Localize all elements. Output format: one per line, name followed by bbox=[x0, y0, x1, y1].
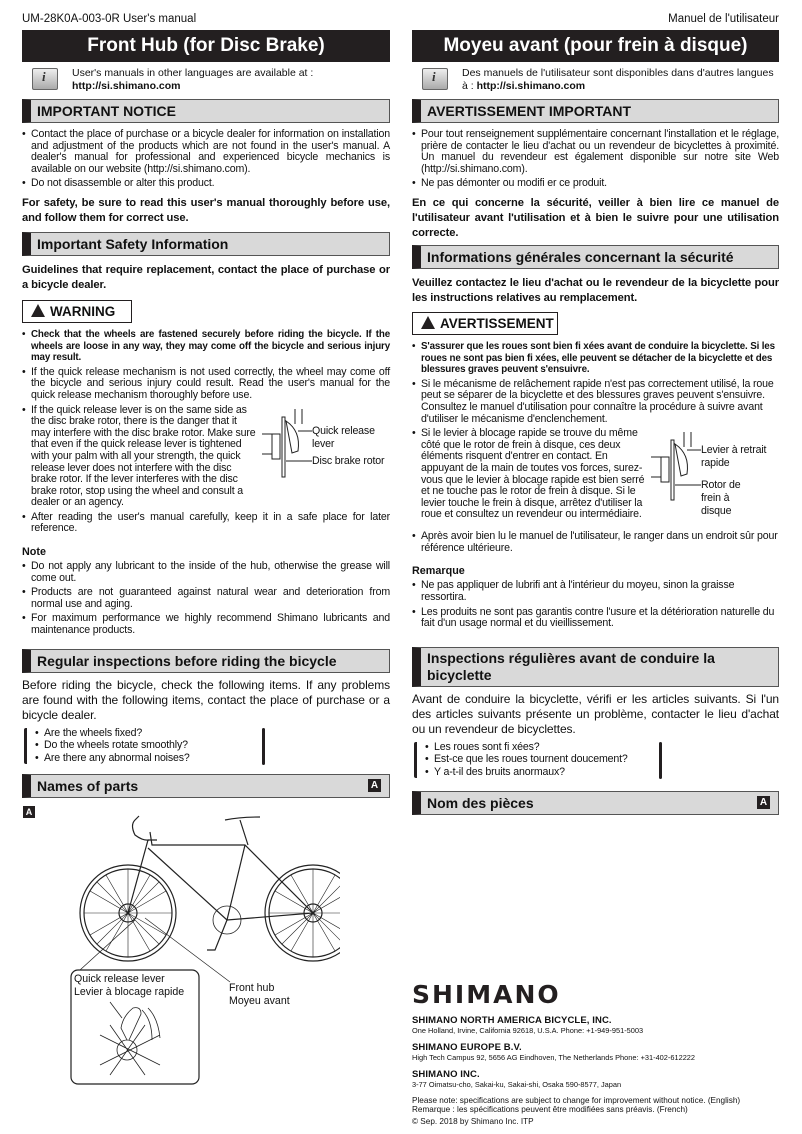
info-text: User's manuals in other languages are available at : bbox=[72, 67, 314, 79]
computer-info-icon bbox=[422, 68, 448, 90]
figure-badge: A bbox=[368, 779, 381, 792]
section-safety-information: Important Safety Information bbox=[22, 232, 390, 256]
note-list bbox=[22, 561, 390, 640]
bracket-right bbox=[262, 728, 265, 766]
quick-release-rotor-drawing bbox=[262, 409, 312, 479]
list-item: • For maximum performance we highly recommend Shimano lubricants and maintenance products. bbox=[22, 613, 390, 636]
page-title-en: Front Hub (for Disc Brake) bbox=[22, 30, 390, 62]
section-avertissement-important: AVERTISSEMENT IMPORTANT bbox=[412, 99, 779, 123]
warning-label-fr bbox=[412, 312, 558, 335]
list-item: • Do the wheels rotate smoothly? bbox=[35, 740, 265, 752]
fig-label-quick-release: • Quick release lever bbox=[312, 424, 375, 450]
inspection-checklist-box-fr bbox=[412, 742, 662, 780]
info-link[interactable]: http://si.shimano.com bbox=[476, 79, 586, 92]
fig-label-rotor-fr: Rotor de frein à disque bbox=[701, 479, 741, 518]
list-item: • Si le mécanisme de relâchement rapide n'est pas correctement utilisé, la roue peut se séparer de la bicyclette et des blessures graves peuvent s'ensuivre. Consultez le manuel d'utilisation pour connaître la procédure à suivre avant d'utiliser le mécanisme d'enclenchement. bbox=[412, 379, 779, 425]
inspection-checklist-box bbox=[22, 728, 265, 766]
warning-list-fr bbox=[412, 341, 779, 557]
replacement-guidelines: Guidelines that require replacement, contact the place of purchase or a bicycle dealer. bbox=[22, 263, 390, 291]
label-quick-release-fr: Levier à blocage rapide bbox=[74, 986, 185, 999]
replacement-guidelines-fr: Veuillez contactez le lieu d'achat ou le revendeur de la bicyclette pour les instructions relatives au remplacement. bbox=[412, 276, 779, 304]
label-front-hub-en: Front hub bbox=[229, 982, 275, 995]
section-names-of-parts bbox=[22, 774, 390, 798]
list-item: • S'assurer que les roues sont bien fi xées avant de conduire la bicyclette. Si les roues ne sont pas bien fi xées, elle peuvent se détacher de la bicyclette et des blessures graves peuvent s'ensuivre. bbox=[412, 341, 779, 376]
spec-note-en: Please note: specifications are subject to change for improvement without notice. (English) bbox=[412, 1095, 741, 1105]
warning-icon bbox=[421, 316, 435, 329]
document-type: Manuel de l'utilisateur bbox=[668, 13, 779, 25]
list-item: • If the quick release mechanism is not used correctly, the wheel may come off the bicycle and serious injury could result. Read the user's manual for the quick release mechanism thoroughly before use. bbox=[22, 367, 390, 402]
note-heading-fr: Remarque bbox=[412, 565, 465, 578]
info-link[interactable]: http://si.shimano.com bbox=[72, 79, 181, 92]
french-column bbox=[412, 30, 779, 1130]
shimano-logo: SHIMANO bbox=[412, 979, 561, 1009]
list-item-text: If the quick release lever is on the same side as the disc brake rotor, there is the danger that it may interfere with the disc brake rotor. Make sure that even if the quick release lever is tightened with your palm with all your strength, the quick release lever does not interfere with the disc brake rotor. If the lever interferes with the disc brake rotor, stop using the wheel and consult a dealer or an agency. bbox=[31, 403, 256, 509]
list-item-text: Si le levier à blocage rapide se trouve du même côté que le rotor de frein à disque, ces deux éléments risquent d'entrer en contact. En appuyant de la main de toutes vos forces, surez-vous que le levier à blocage rapide est bien serré et ne touche pas le rotor de frein à disque. Si le levier touche le frein à disque, arrêtez d'utiliser la roue et consultez un revendeur ou intermédiaire. bbox=[421, 427, 645, 521]
inspection-intro: Before riding the bicycle, check the following items. If any problems are found with the following items, contact the place of purchase or a bicycle dealer. bbox=[22, 677, 390, 722]
quick-release-rotor-figure-fr bbox=[651, 432, 779, 524]
list-item: • Do not apply any lubricant to the inside of the hub, otherwise the grease will come out. bbox=[22, 561, 390, 584]
note-list-fr bbox=[412, 580, 779, 632]
spec-note-fr: Remarque : les spécifications peuvent être modifiées sans préavis. (French) bbox=[412, 1105, 688, 1114]
section-important-notice: IMPORTANT NOTICE bbox=[22, 99, 390, 123]
warning-text: AVERTISSEMENT bbox=[440, 315, 554, 331]
company-address: High Tech Campus 92, 5656 AG Eindhoven, The Netherlands Phone: +31-402-612222 bbox=[412, 1052, 696, 1062]
fig-label-levier: • Levier à retrait rapide bbox=[701, 444, 767, 470]
list-item: • After reading the user's manual carefully, keep it in a safe place for later reference. bbox=[22, 512, 390, 535]
list-item: • Ne pas appliquer de lubrifi ant à l'intérieur du moyeu, sinon la graisse ressortira. bbox=[412, 580, 779, 603]
section-title: Nom des pièces bbox=[427, 795, 534, 812]
bracket-right bbox=[659, 742, 662, 780]
computer-info-icon bbox=[32, 68, 58, 90]
figure-badge: A bbox=[23, 806, 35, 818]
section-informations-securite: Informations générales concernant la sécurité bbox=[412, 245, 779, 269]
bicycle-illustration bbox=[70, 810, 340, 1086]
company-address: 3-77 Oimatsu-cho, Sakai-ku, Sakai-shi, Osaka 590-8577, Japan bbox=[412, 1079, 622, 1089]
notice-list bbox=[22, 129, 390, 193]
figure-badge: A bbox=[757, 796, 770, 809]
quick-release-rotor-figure bbox=[262, 409, 390, 487]
list-item: • Les roues sont fi xées? bbox=[425, 742, 662, 754]
label-front-hub-fr: Moyeu avant bbox=[229, 995, 290, 1008]
section-inspections-regulieres: Inspections régulières avant de conduire la bicyclette bbox=[412, 647, 779, 687]
copyright: © Sep. 2018 by Shimano Inc. ITP bbox=[412, 1116, 534, 1126]
warning-text: WARNING bbox=[50, 303, 116, 319]
names-of-parts-figure bbox=[22, 806, 390, 1086]
list-item: • Est-ce que les roues tournent doucement? bbox=[425, 754, 662, 766]
document-code: UM-28K0A-003-0R User's manual bbox=[22, 13, 197, 25]
list-item: • Les produits ne sont pas garantis contre l'usure et la détérioration naturelle du fait d'un usage normal et du vieillissement. bbox=[412, 607, 779, 630]
inspection-checklist-fr bbox=[414, 742, 662, 779]
list-item: • Check that the wheels are fastened securely before riding the bicycle. If the wheels are loose in any way, they may come off the bicycle and serious injury may result. bbox=[22, 329, 390, 364]
warning-icon bbox=[31, 304, 45, 317]
inspection-checklist bbox=[24, 728, 265, 765]
english-column bbox=[22, 30, 390, 1130]
label-quick-release-en: Quick release lever bbox=[74, 973, 165, 986]
list-item: • Products are not guaranteed against natural wear and deterioration from normal use and aging. bbox=[22, 587, 390, 610]
list-item: • Are there any abnormal noises? bbox=[35, 753, 265, 765]
warning-list bbox=[22, 329, 390, 538]
list-item: • Ne pas démonter ou modifi er ce produit. bbox=[412, 178, 779, 190]
languages-info-fr bbox=[412, 67, 779, 95]
quick-release-detail bbox=[100, 1002, 160, 1075]
company-addresses bbox=[412, 1015, 779, 1127]
rear-wheel bbox=[265, 865, 340, 961]
company-address: One Holland, Irvine, California 92618, U.S.A. Phone: +1-949-951-5003 bbox=[412, 1025, 644, 1035]
safety-note-fr: En ce qui concerne la sécurité, veiller à bien lire ce manuel de l'utilisateur avant l'utilisation et à bien le suivre pour une utilisation correcte. bbox=[412, 196, 779, 239]
inspection-intro-fr: Avant de conduire la bicyclette, vérifi er les articles suivants. Si l'un des articles suivants présente un problème, contacter le lieu d'achat ou un revendeur de bicyclettes. bbox=[412, 691, 779, 736]
note-heading: Note bbox=[22, 546, 46, 559]
languages-info bbox=[22, 67, 390, 95]
list-item: • Après avoir bien lu le manuel de l'utilisateur, le ranger dans un endroit sûr pour référence ultérieure. bbox=[412, 531, 779, 554]
company-name: SHIMANO NORTH AMERICA BICYCLE, INC. bbox=[412, 1014, 612, 1026]
list-item bbox=[22, 405, 390, 509]
page-title-fr: Moyeu avant (pour frein à disque) bbox=[412, 30, 779, 62]
company-name: SHIMANO EUROPE B.V. bbox=[412, 1041, 522, 1053]
list-item: • Are the wheels fixed? bbox=[35, 728, 265, 740]
quick-release-rotor-drawing bbox=[651, 432, 701, 502]
fig-label-rotor: Disc brake rotor bbox=[312, 454, 385, 467]
list-item bbox=[412, 428, 779, 528]
list-item: • Do not disassemble or alter this product. bbox=[22, 178, 390, 190]
list-item: • Y a-t-il des bruits anormaux? bbox=[425, 767, 662, 779]
section-title: Names of parts bbox=[37, 778, 139, 795]
footer bbox=[412, 981, 779, 1131]
safety-note: For safety, be sure to read this user's manual thoroughly before use, and follow them for correct use. bbox=[22, 196, 390, 224]
warning-label bbox=[22, 300, 132, 323]
list-item: • Contact the place of purchase or a bicycle dealer for information on installation and adjustment of the products which are not found in the user's manual. A dealer's manual for professional and experienced bicycle mechanics is available on our website (http://si.shimano.com). bbox=[22, 129, 390, 175]
notice-list-fr bbox=[412, 129, 779, 193]
section-nom-des-pieces bbox=[412, 791, 779, 815]
company-name: SHIMANO INC. bbox=[412, 1068, 480, 1080]
info-text: Des manuels de l'utilisateur sont disponibles dans d'autres langues à : bbox=[462, 67, 774, 92]
list-item: • Pour tout renseignement supplémentaire concernant l'installation et le réglage, prière de contacter le lieu d'achat ou un revendeur de bicyclettes à proximité. Un manuel du revendeur est également disponible sur notre site Web (http://si.shimano.com). bbox=[412, 129, 779, 175]
section-regular-inspections: Regular inspections before riding the bicycle bbox=[22, 649, 390, 673]
